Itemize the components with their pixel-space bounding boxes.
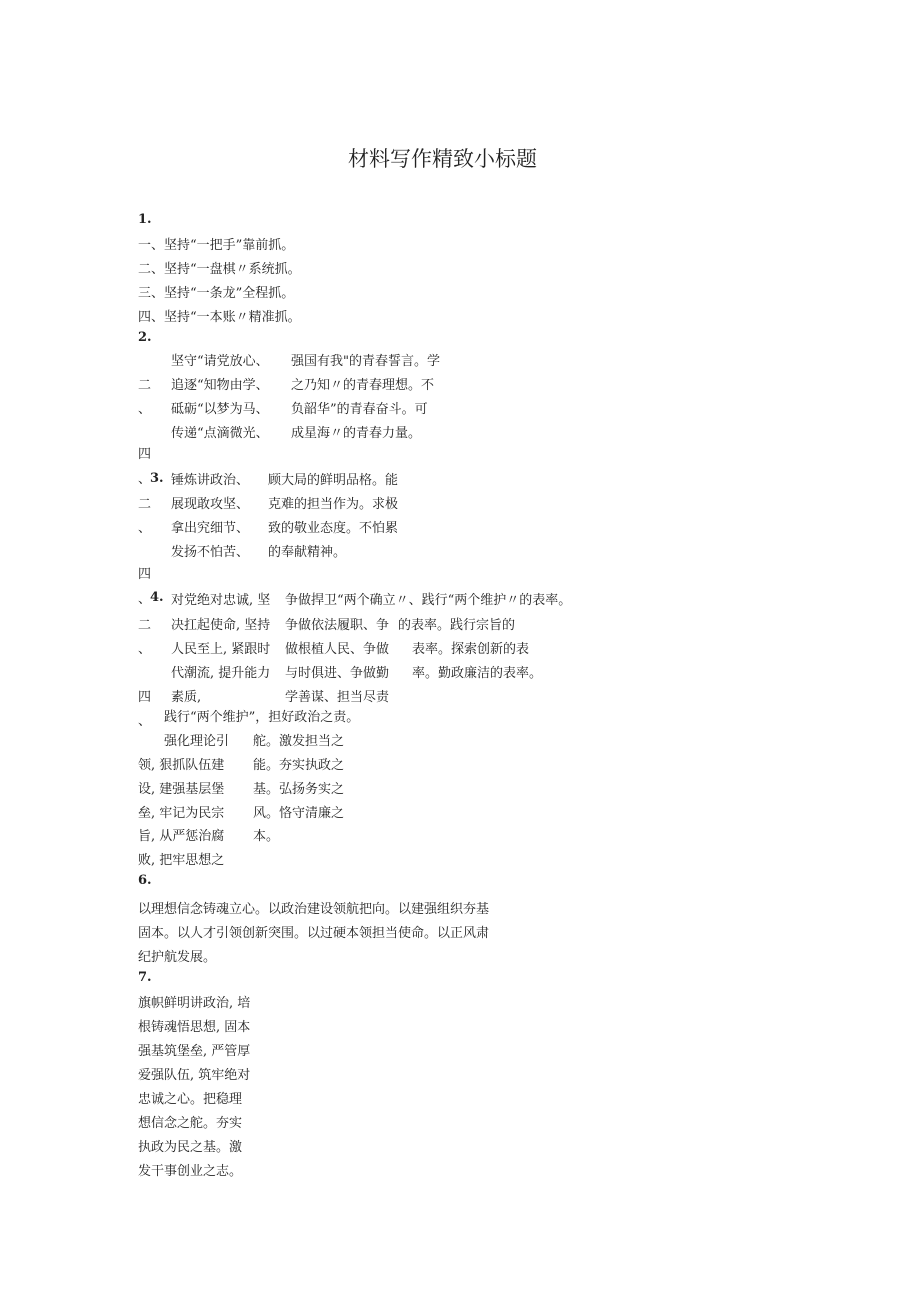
- text-fragment: 人民至上, 紧跟时: [171, 642, 271, 657]
- text-fragment: 的表率。践行宗旨的: [398, 618, 516, 633]
- section-number: 3.: [150, 471, 164, 486]
- list-item: 强基筑堡垒, 严管厚: [138, 1044, 251, 1059]
- margin-marker: 、: [138, 521, 152, 536]
- list-item: 执政为民之基。激: [138, 1140, 243, 1155]
- margin-marker: 、: [138, 472, 152, 487]
- text-fragment: 能。夯实执政之: [253, 758, 345, 773]
- paragraph-line: 以理想信念铸魂立心。以政治建设领航把向。以建强组织夯基: [138, 902, 490, 917]
- text-fragment: 代潮流, 提升能力: [171, 666, 271, 681]
- text-fragment: 负韶华”的青春奋斗。可: [291, 402, 428, 417]
- text-fragment: 成星海〃的青春力量。: [291, 426, 422, 441]
- section-number: 4.: [150, 590, 164, 605]
- margin-marker: 二: [138, 378, 152, 393]
- text-fragment: 致的敬业态度。不怕累: [268, 521, 399, 536]
- section-number: 6.: [138, 873, 152, 888]
- text-fragment: 强化理论引: [164, 734, 230, 749]
- list-item: 想信念之舵。夯实: [138, 1116, 243, 1131]
- text-fragment: 锤炼讲政治、: [171, 473, 250, 488]
- text-fragment: 败, 把牢思想之: [138, 853, 225, 868]
- paragraph-line: 固本。以人才引领创新突围。以过硬本领担当使命。以正风肃: [138, 926, 490, 941]
- list-item: 根铸魂悟思想, 固本: [138, 1020, 251, 1035]
- text-fragment: 的奉献精神。: [268, 545, 347, 560]
- section-number: 1.: [138, 212, 152, 227]
- text-fragment: 顾大局的鲜明品格。能: [268, 473, 399, 488]
- list-item: 三、坚持“一条龙”全程抓。: [138, 286, 295, 301]
- margin-marker: 四: [138, 690, 152, 705]
- margin-marker: 、: [138, 642, 152, 657]
- margin-marker: 二: [138, 618, 152, 633]
- text-fragment: 基。弘扬务实之: [253, 782, 345, 797]
- text-fragment: 坚守“请党放心、: [171, 354, 269, 369]
- text-fragment: 领, 狠抓队伍建: [138, 758, 225, 773]
- list-item: 四、坚持“一本账〃精准抓。: [138, 310, 301, 325]
- margin-marker: 四: [138, 447, 152, 462]
- text-fragment: 风。恪守清廉之: [253, 806, 345, 821]
- section-number: 7.: [138, 970, 152, 985]
- margin-marker: 、: [138, 714, 152, 729]
- list-item: 一、坚持“一把手”靠前抓。: [138, 238, 295, 253]
- text-fragment: 践行“两个维护”，担好政治之责。: [164, 710, 360, 725]
- text-fragment: 率。勤政廉洁的表率。: [412, 666, 543, 681]
- text-fragment: 旨, 从严惩治腐: [138, 829, 225, 844]
- text-fragment: 克难的担当作为。求极: [268, 497, 399, 512]
- margin-marker: 、: [138, 592, 152, 607]
- text-fragment: 本。: [253, 829, 280, 844]
- text-fragment: 之乃知〃的青春理想。不: [291, 378, 435, 393]
- margin-marker: 四: [138, 567, 152, 582]
- section-number: 2.: [138, 330, 152, 345]
- text-fragment: 表率。探索创新的表: [412, 642, 530, 657]
- paragraph-line: 纪护航发展。: [138, 950, 217, 965]
- text-fragment: 决扛起使命, 坚持: [171, 618, 271, 633]
- list-item: 旗帜鲜明讲政治, 培: [138, 996, 251, 1011]
- list-item: 二、坚持“一盘棋〃系统抓。: [138, 262, 301, 277]
- list-item: 忠诚之心。把稳理: [138, 1092, 243, 1107]
- text-fragment: 追逐“知物由学、: [171, 378, 269, 393]
- text-fragment: 争做依法履职、争: [285, 618, 390, 633]
- list-item: 发干事创业之志。: [138, 1164, 243, 1179]
- page-title: 材料写作精致小标题: [348, 147, 537, 171]
- text-fragment: 舵。激发担当之: [253, 734, 345, 749]
- list-item: 爱强队伍, 筑牢绝对: [138, 1068, 251, 1083]
- text-fragment: 展现敢攻坚、: [171, 497, 250, 512]
- text-fragment: 设, 建强基层堡: [138, 782, 225, 797]
- text-fragment: 做根植人民、争做: [285, 642, 390, 657]
- text-fragment: 强国有我"的青春誓言。学: [291, 354, 440, 369]
- text-fragment: 与时俱进、争做勤: [285, 666, 390, 681]
- text-fragment: 砥砺“以梦为马、: [171, 402, 269, 417]
- text-fragment: 素质,: [171, 690, 202, 705]
- margin-marker: 二: [138, 497, 152, 512]
- text-fragment: 对党绝对忠诚, 坚: [171, 593, 271, 608]
- text-fragment: 学善谋、担当尽责: [285, 690, 390, 705]
- margin-marker: 、: [138, 402, 152, 417]
- text-fragment: 发扬不怕苦、: [171, 545, 250, 560]
- text-fragment: 传递“点滴微光、: [171, 426, 269, 441]
- text-fragment: 争做捍卫“两个确立〃、践行“两个维护〃的表率。: [285, 593, 572, 608]
- text-fragment: 垒, 牢记为民宗: [138, 806, 225, 821]
- text-fragment: 拿出究细节、: [171, 521, 250, 536]
